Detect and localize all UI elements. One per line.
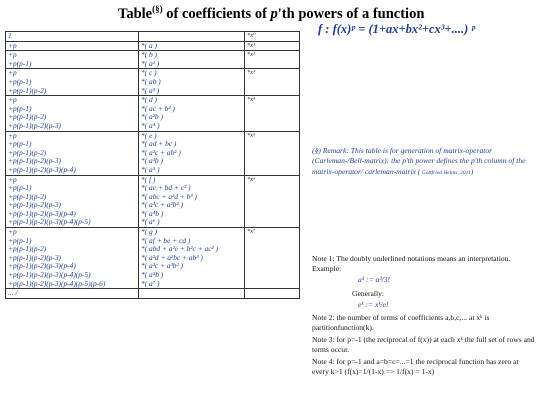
term: *( c ): [141, 68, 157, 78]
table-row: [6, 289, 300, 299]
p-coefficient-cell: [6, 175, 139, 228]
note-4: Note 4: for p=-1 and a=b=c=...=1 the reciprocal function has zero at every k>1 (f(x)=1/(1-x) => 1/f(x) = 1-x): [312, 357, 519, 376]
power-cell: *x¹: [245, 41, 300, 51]
term: *( ab ): [141, 76, 161, 86]
term: *( a²b ): [141, 112, 163, 122]
term: *( f ): [141, 174, 156, 184]
p-term: +p(p-1): [8, 103, 32, 113]
term-cell: [139, 228, 245, 289]
p-term: +p(p-1): [8, 183, 32, 193]
note-2: Note 2: the number of terms of coefficients a,b,c,... at xᵏ is partitionfunction(k).: [312, 312, 490, 332]
p-term: +p(p-1)(p-2)(p-3)(p-4)(p-5): [8, 217, 91, 227]
table-row: [6, 96, 300, 131]
term: *( abd + a²e + b²c + ac² ): [141, 244, 219, 254]
p-term: +p(p-1)(p-2)(p-3): [8, 252, 62, 262]
p-term: +p(p-1)(p-2)(p-3): [8, 120, 62, 130]
term: *( a³c + a³b² ): [141, 261, 184, 271]
p-term: +p(p-1)(p-2): [8, 244, 47, 254]
term: *( a³b ): [141, 156, 163, 166]
term: *( abc + a²d + b³ ): [141, 191, 197, 201]
p-term: +p(p-1): [8, 58, 32, 68]
coefficient-table: [5, 31, 300, 299]
term: *( a⁵ ): [141, 164, 160, 174]
table-row: [6, 131, 300, 175]
p-term: +p(p-1)(p-2): [8, 147, 47, 157]
table-row: [6, 175, 300, 228]
term: *( b ): [141, 50, 158, 60]
p-term: +p(p-1)(p-2)(p-3)(p-4)(p-5): [8, 270, 91, 280]
p-coefficient-cell: [6, 32, 139, 42]
table-row: [6, 32, 300, 42]
section-reference: (§): [152, 4, 163, 14]
p-term: +p: [8, 174, 17, 184]
term: *( a³c + a²b² ): [141, 200, 184, 210]
p-term: +p(p-1)(p-2)(p-3)(p-4)(p-5)(p-6): [8, 278, 106, 288]
p-term: +p(p-1): [8, 76, 32, 86]
note-1-example: a³ := a³/3!: [358, 275, 391, 285]
term: *( a⁵b ): [141, 270, 164, 280]
note-3: Note 3: for p=-1 (the reciprocal of f(x)) at each xᵏ the full set of rows and terms occur.: [312, 335, 535, 354]
p-term: +p(p-1)(p-2)(p-3)(p-4): [8, 164, 76, 174]
power-cell: [245, 289, 300, 299]
power-cell: *x²: [245, 51, 300, 69]
function-formula: f : f(x)ᵖ = (1+ax+bx²+cx³+....) ᵖ: [318, 22, 476, 36]
page-title: Table(§) of coefficients of p'th powers of a function: [118, 4, 425, 22]
p-term: +p(p-1): [8, 235, 32, 245]
p-coefficient-cell: [6, 69, 139, 96]
term-cell: [139, 289, 245, 299]
term: *( e ): [141, 130, 157, 140]
term-cell: [139, 131, 245, 175]
term: *( g ): [141, 227, 158, 237]
power-cell: *x⁴: [245, 96, 300, 131]
p-term: +p(p-1)(p-2)(p-3)(p-4): [8, 208, 76, 218]
p-term: +p: [8, 68, 17, 78]
p-coefficient-cell: [6, 131, 139, 175]
term: *( a² ): [141, 58, 160, 68]
term: [141, 32, 242, 41]
p-term: +p(p-1): [8, 139, 32, 149]
note-1-general: eᵏ := xᵏ/e!: [358, 300, 389, 310]
p-coefficient-cell: [6, 228, 139, 289]
p-term: ... /: [8, 288, 18, 298]
power-cell: *x³: [245, 69, 300, 96]
term: *( a³ ): [141, 85, 160, 95]
term: [141, 289, 242, 298]
term: *( a⁶ ): [141, 217, 160, 227]
term-cell: [139, 32, 245, 42]
p-term: +p(p-1)(p-2)(p-3): [8, 200, 62, 210]
term: *( ad + bc ): [141, 139, 177, 149]
term: *( ae + bd + c² ): [141, 183, 191, 193]
term: *( a²c + ab² ): [141, 147, 181, 157]
term: *( ac + b² ): [141, 103, 175, 113]
table-row: [6, 51, 300, 69]
p-term: +p(p-1)(p-2)(p-3)(p-4): [8, 261, 76, 271]
p-term: +p(p-1)(p-2): [8, 112, 47, 122]
term: *( a²d + a²bc + ab³ ): [141, 252, 203, 262]
power-cell: *x⁷: [245, 228, 300, 289]
p-coefficient-cell: [6, 51, 139, 69]
term-cell: [139, 175, 245, 228]
p-term: +p(p-1)(p-2): [8, 191, 47, 201]
p-term: +p: [8, 40, 17, 50]
term: *( a⁷ ): [141, 278, 160, 288]
p-term: +p: [8, 227, 17, 237]
p-term: +p: [8, 95, 17, 105]
p-coefficient-cell: [6, 96, 139, 131]
term: *( a⁴ ): [141, 120, 160, 130]
power-cell: *x⁶: [245, 175, 300, 228]
term-cell: [139, 51, 245, 69]
table-row: [6, 69, 300, 96]
p-coefficient-cell: [6, 289, 139, 299]
p-term: 1: [8, 31, 12, 40]
p-coefficient-cell: [6, 41, 139, 51]
remark: (§) Remark: This table is for generation of matrix-operator (Carleman-/Bell-matrix): the p'th power defines the p'th column of the matrix-operator/ carleman-matrix ( Gottfried Helms, 2011): [312, 146, 526, 176]
table-row: [6, 228, 300, 289]
p-term: +p: [8, 130, 17, 140]
note-1: Note 1: The doubly underlined notations means an interpretation. Example: a³ := a³/3! Generally: eᵏ := xᵏ/e!: [312, 254, 537, 310]
power-cell: *x⁵: [245, 131, 300, 175]
term-cell: [139, 69, 245, 96]
p-term: +p(p-1)(p-2)(p-3): [8, 156, 62, 166]
term-cell: [139, 96, 245, 131]
notes: [312, 254, 537, 380]
p-term: +p: [8, 50, 17, 60]
term: *( af + be + cd ): [141, 235, 191, 245]
term: *( a⁴b ): [141, 208, 164, 218]
term: *( d ): [141, 95, 158, 105]
term: *( a ): [141, 40, 158, 50]
power-cell: *x⁰: [245, 32, 300, 42]
p-term: +p(p-1)(p-2): [8, 85, 47, 95]
